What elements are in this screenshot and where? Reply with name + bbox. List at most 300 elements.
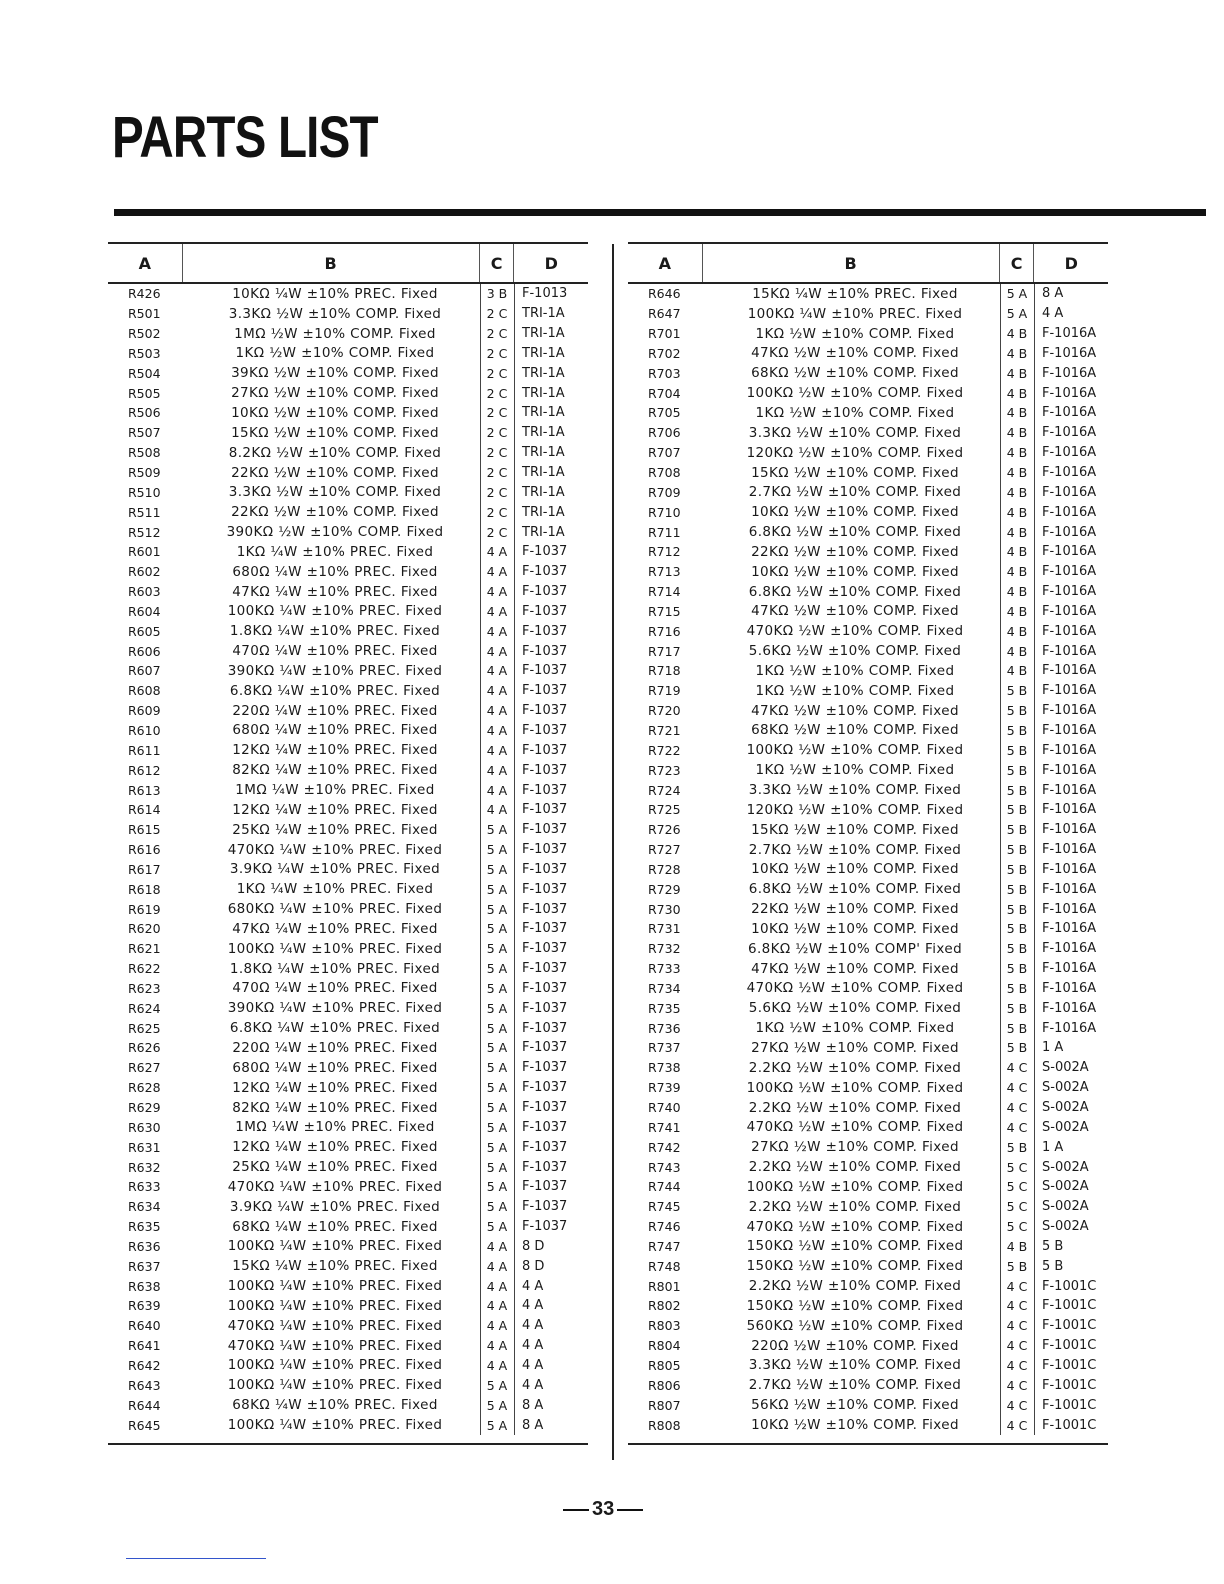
table-row — [108, 1058, 588, 1078]
table-row — [108, 304, 588, 324]
drawing-ref: F-1016A — [1042, 901, 1097, 917]
part-ref: R627 — [128, 1060, 161, 1076]
location-code: 5 C — [1006, 1179, 1028, 1195]
location-code: 5 C — [1006, 1159, 1028, 1175]
page-number-text: 33 — [592, 1498, 615, 1520]
table-row — [628, 1177, 1108, 1197]
table-row — [108, 840, 588, 860]
column-divider — [514, 284, 515, 1435]
location-code: 5 A — [486, 1060, 508, 1076]
drawing-ref: 8 D — [522, 1238, 545, 1254]
part-ref: R510 — [128, 484, 161, 500]
part-ref: R720 — [648, 703, 681, 719]
part-description: 10KΩ ½W ±10% COMP. Fixed — [751, 1417, 959, 1434]
part-description: 2.7KΩ ½W ±10% COMP. Fixed — [748, 484, 962, 501]
part-ref: R742 — [648, 1139, 681, 1155]
part-description: 150KΩ ½W ±10% COMP. Fixed — [746, 1258, 964, 1275]
drawing-ref: F-1016A — [1042, 722, 1097, 738]
part-description: 470KΩ ½W ±10% COMP. Fixed — [746, 1119, 964, 1136]
table-row — [108, 820, 588, 840]
table-row — [108, 740, 588, 760]
part-ref: R622 — [128, 961, 161, 977]
header-a: A — [658, 253, 671, 273]
table-row — [108, 403, 588, 423]
part-description: 560KΩ ½W ±10% COMP. Fixed — [746, 1317, 964, 1334]
part-description: 47KΩ ½W ±10% COMP. Fixed — [751, 960, 959, 977]
part-description: 3.3KΩ ½W ±10% COMP. Fixed — [748, 424, 962, 441]
table-row — [628, 383, 1108, 403]
table-row — [108, 383, 588, 403]
location-code: 4 C — [1006, 1278, 1028, 1294]
table-row — [628, 542, 1108, 562]
part-ref: R618 — [128, 881, 161, 897]
part-description: 100KΩ ½W ±10% COMP. Fixed — [746, 385, 964, 402]
drawing-ref: S-002A — [1042, 1100, 1089, 1116]
table-row — [108, 681, 588, 701]
part-description: 6.8KΩ ½W ±10% COMP. Fixed — [748, 881, 962, 898]
drawing-ref: F-1037 — [522, 1219, 568, 1235]
drawing-ref: 4 A — [1042, 306, 1064, 322]
header-c: C — [999, 244, 1034, 282]
table-row — [628, 979, 1108, 999]
table-row — [108, 1237, 588, 1257]
table-row — [628, 423, 1108, 443]
part-description: 2.2KΩ ½W ±10% COMP. Fixed — [748, 1099, 962, 1116]
part-description: 1.8KΩ ¼W ±10% PREC. Fixed — [229, 623, 441, 640]
location-code: 4 A — [486, 683, 508, 699]
location-code: 2 C — [486, 385, 508, 401]
location-code: 4 A — [486, 623, 508, 639]
drawing-ref: F-1037 — [522, 1000, 568, 1016]
part-description: 27KΩ ½W ±10% COMP. Fixed — [751, 1039, 959, 1056]
drawing-ref: F-1016A — [1042, 484, 1097, 500]
drawing-ref: S-002A — [1042, 1179, 1089, 1195]
drawing-ref: TRI-1A — [522, 385, 565, 401]
part-ref: R704 — [648, 385, 681, 401]
location-code: 4 A — [486, 663, 508, 679]
footer-line — [126, 1558, 266, 1559]
drawing-ref: F-1016A — [1042, 802, 1097, 818]
drawing-ref: 4 A — [522, 1298, 544, 1314]
part-ref: R641 — [128, 1338, 161, 1354]
part-description: 1MΩ ½W ±10% COMP. Fixed — [234, 325, 436, 342]
drawing-ref: F-1037 — [522, 961, 568, 977]
location-code: 5 B — [1006, 941, 1028, 957]
drawing-ref: F-1037 — [522, 683, 568, 699]
drawing-ref: F-1016A — [1042, 643, 1097, 659]
drawing-ref: F-1016A — [1042, 703, 1097, 719]
location-code: 5 B — [1006, 782, 1028, 798]
part-description: 100KΩ ½W ±10% COMP. Fixed — [746, 742, 964, 759]
part-description: 47KΩ ½W ±10% COMP. Fixed — [751, 603, 959, 620]
drawing-ref: F-1013 — [522, 286, 568, 302]
location-code: 5 B — [1006, 762, 1028, 778]
part-description: 1KΩ ½W ±10% COMP. Fixed — [755, 662, 955, 679]
part-description: 12KΩ ¼W ±10% PREC. Fixed — [232, 1079, 438, 1096]
drawing-ref: F-1037 — [522, 603, 568, 619]
part-description: 470KΩ ¼W ±10% PREC. Fixed — [227, 1178, 443, 1195]
part-ref: R740 — [648, 1100, 681, 1116]
location-code: 4 A — [486, 802, 508, 818]
part-description: 68KΩ ½W ±10% COMP. Fixed — [751, 365, 959, 382]
part-ref: R737 — [648, 1040, 681, 1056]
drawing-ref: 5 B — [1042, 1258, 1064, 1274]
part-ref: R738 — [648, 1060, 681, 1076]
part-ref: R745 — [648, 1199, 681, 1215]
part-description: 100KΩ ¼W ±10% PREC. Fixed — [227, 603, 443, 620]
part-ref: R711 — [648, 524, 681, 540]
part-description: 10KΩ ¼W ±10% PREC. Fixed — [232, 285, 438, 302]
part-description: 27KΩ ½W ±10% COMP. Fixed — [231, 385, 439, 402]
table-header — [108, 242, 588, 284]
part-ref: R712 — [648, 544, 681, 560]
part-ref: R715 — [648, 603, 681, 619]
part-ref: R804 — [648, 1338, 681, 1354]
table-row — [628, 1117, 1108, 1137]
header-d: D — [1033, 244, 1108, 282]
drawing-ref: F-1016A — [1042, 663, 1097, 679]
table-row — [628, 1197, 1108, 1217]
table-row — [108, 1256, 588, 1276]
location-code: 4 A — [486, 703, 508, 719]
location-code: 5 B — [1006, 842, 1028, 858]
drawing-ref: F-1016A — [1042, 762, 1097, 778]
part-ref: R643 — [128, 1377, 161, 1393]
part-ref: R602 — [128, 564, 161, 580]
location-code: 4 A — [486, 742, 508, 758]
table-row — [108, 919, 588, 939]
part-ref: R718 — [648, 663, 681, 679]
table-bottom-rule — [108, 1443, 588, 1445]
part-ref: R727 — [648, 842, 681, 858]
drawing-ref: F-1016A — [1042, 524, 1097, 540]
table-row — [628, 1375, 1108, 1395]
table-row — [628, 1137, 1108, 1157]
table-row — [108, 482, 588, 502]
part-description: 15KΩ ½W ±10% COMP. Fixed — [751, 464, 959, 481]
part-ref: R724 — [648, 782, 681, 798]
part-description: 22KΩ ½W ±10% COMP. Fixed — [231, 464, 439, 481]
part-ref: R639 — [128, 1298, 161, 1314]
location-code: 4 A — [486, 544, 508, 560]
part-ref: R508 — [128, 445, 161, 461]
header-c: C — [479, 244, 514, 282]
part-ref: R608 — [128, 683, 161, 699]
table-row — [628, 1356, 1108, 1376]
location-code: 4 A — [486, 1278, 508, 1294]
drawing-ref: TRI-1A — [522, 365, 565, 381]
table-row — [628, 998, 1108, 1018]
part-description: 1.8KΩ ¼W ±10% PREC. Fixed — [229, 960, 441, 977]
location-code: 2 C — [486, 465, 508, 481]
part-description: 10KΩ ½W ±10% COMP. Fixed — [751, 920, 959, 937]
table-row — [628, 879, 1108, 899]
part-ref: R628 — [128, 1080, 161, 1096]
table-row — [108, 463, 588, 483]
drawing-ref: F-1037 — [522, 881, 568, 897]
part-ref: R636 — [128, 1238, 161, 1254]
location-code: 5 B — [1006, 861, 1028, 877]
drawing-ref: TRI-1A — [522, 484, 565, 500]
drawing-ref: S-002A — [1042, 1219, 1089, 1235]
location-code: 2 C — [486, 524, 508, 540]
location-code: 5 A — [486, 921, 508, 937]
drawing-ref: F-1016A — [1042, 1020, 1097, 1036]
table-row — [108, 443, 588, 463]
part-description: 120KΩ ½W ±10% COMP. Fixed — [746, 801, 964, 818]
table-row — [628, 919, 1108, 939]
location-code: 4 A — [486, 584, 508, 600]
drawing-ref: TRI-1A — [522, 504, 565, 520]
part-ref: R806 — [648, 1377, 681, 1393]
part-description: 10KΩ ½W ±10% COMP. Fixed — [231, 404, 439, 421]
location-code: 4 C — [1006, 1318, 1028, 1334]
part-description: 150KΩ ½W ±10% COMP. Fixed — [746, 1238, 964, 1255]
location-code: 5 A — [1006, 286, 1028, 302]
header-b: B — [182, 244, 479, 282]
location-code: 4 A — [486, 1357, 508, 1373]
table-row — [108, 760, 588, 780]
part-description: 220Ω ¼W ±10% PREC. Fixed — [232, 1039, 438, 1056]
part-ref: R620 — [128, 921, 161, 937]
table-row — [108, 939, 588, 959]
table-row — [628, 1078, 1108, 1098]
location-code: 4 C — [1006, 1397, 1028, 1413]
drawing-ref: S-002A — [1042, 1159, 1089, 1175]
part-description: 12KΩ ¼W ±10% PREC. Fixed — [232, 801, 438, 818]
column-divider — [1034, 284, 1035, 1435]
part-ref: R746 — [648, 1219, 681, 1235]
table-row — [628, 602, 1108, 622]
table-row — [628, 1336, 1108, 1356]
drawing-ref: F-1037 — [522, 941, 568, 957]
table-row — [628, 899, 1108, 919]
location-code: 5 B — [1006, 1258, 1028, 1274]
part-ref: R707 — [648, 445, 681, 461]
part-ref: R615 — [128, 822, 161, 838]
drawing-ref: F-1001C — [1042, 1338, 1097, 1354]
drawing-ref: F-1037 — [522, 1159, 568, 1175]
drawing-ref: F-1037 — [522, 1119, 568, 1135]
part-description: 220Ω ½W ±10% COMP. Fixed — [751, 1337, 959, 1354]
table-row — [108, 1276, 588, 1296]
table-row — [108, 1217, 588, 1237]
location-code: 5 B — [1006, 1020, 1028, 1036]
table-row — [628, 502, 1108, 522]
table-row — [108, 721, 588, 741]
table-row — [628, 1415, 1108, 1435]
part-ref: R723 — [648, 762, 681, 778]
location-code: 2 C — [486, 445, 508, 461]
part-description: 68KΩ ¼W ±10% PREC. Fixed — [232, 1397, 438, 1414]
table-header — [628, 242, 1108, 284]
drawing-ref: TRI-1A — [522, 345, 565, 361]
part-description: 68KΩ ¼W ±10% PREC. Fixed — [232, 1218, 438, 1235]
table-row — [108, 899, 588, 919]
location-code: 5 A — [486, 1377, 508, 1393]
part-ref: R621 — [128, 941, 161, 957]
part-ref: R509 — [128, 465, 161, 481]
part-description: 47KΩ ¼W ±10% PREC. Fixed — [232, 583, 438, 600]
table-row — [628, 701, 1108, 721]
drawing-ref: F-1016A — [1042, 1000, 1097, 1016]
table-row — [108, 344, 588, 364]
location-code: 4 A — [486, 722, 508, 738]
location-code: 4 C — [1006, 1100, 1028, 1116]
part-description: 25KΩ ¼W ±10% PREC. Fixed — [232, 821, 438, 838]
drawing-ref: F-1037 — [522, 623, 568, 639]
location-code: 4 B — [1006, 584, 1028, 600]
drawing-ref: F-1037 — [522, 643, 568, 659]
part-description: 82KΩ ¼W ±10% PREC. Fixed — [232, 1099, 438, 1116]
drawing-ref: 1 A — [1042, 1040, 1064, 1056]
table-row — [628, 740, 1108, 760]
part-description: 1KΩ ½W ±10% COMP. Fixed — [755, 325, 955, 342]
drawing-ref: F-1037 — [522, 901, 568, 917]
part-ref: R729 — [648, 881, 681, 897]
drawing-ref: F-1037 — [522, 1199, 568, 1215]
part-ref: R605 — [128, 623, 161, 639]
part-ref: R512 — [128, 524, 161, 540]
table-row — [628, 621, 1108, 641]
part-description: 6.8KΩ ½W ±10% COMP. Fixed — [748, 524, 962, 541]
drawing-ref: F-1016A — [1042, 683, 1097, 699]
table-row — [628, 1018, 1108, 1038]
part-ref: R701 — [648, 326, 681, 342]
part-ref: R506 — [128, 405, 161, 421]
part-ref: R604 — [128, 603, 161, 619]
drawing-ref: TRI-1A — [522, 524, 565, 540]
table-row — [108, 661, 588, 681]
part-description: 390KΩ ¼W ±10% PREC. Fixed — [227, 662, 443, 679]
location-code: 5 B — [1006, 901, 1028, 917]
location-code: 4 C — [1006, 1080, 1028, 1096]
drawing-ref: S-002A — [1042, 1119, 1089, 1135]
part-ref: R736 — [648, 1020, 681, 1036]
location-code: 4 B — [1006, 603, 1028, 619]
part-ref: R501 — [128, 306, 161, 322]
part-description: 100KΩ ¼W ±10% PREC. Fixed — [227, 1278, 443, 1295]
part-ref: R625 — [128, 1020, 161, 1036]
part-ref: R716 — [648, 623, 681, 639]
location-code: 4 B — [1006, 385, 1028, 401]
part-description: 10KΩ ½W ±10% COMP. Fixed — [751, 504, 959, 521]
drawing-ref: F-1016A — [1042, 564, 1097, 580]
table-row — [108, 1197, 588, 1217]
part-description: 100KΩ ½W ±10% COMP. Fixed — [746, 1079, 964, 1096]
drawing-ref: F-1037 — [522, 822, 568, 838]
location-code: 4 B — [1006, 524, 1028, 540]
part-ref: R630 — [128, 1119, 161, 1135]
part-description: 2.2KΩ ½W ±10% COMP. Fixed — [748, 1059, 962, 1076]
table-row — [108, 502, 588, 522]
part-ref: R719 — [648, 683, 681, 699]
part-ref: R739 — [648, 1080, 681, 1096]
part-description: 470KΩ ¼W ±10% PREC. Fixed — [227, 1317, 443, 1334]
location-code: 5 A — [486, 881, 508, 897]
part-ref: R601 — [128, 544, 161, 560]
part-description: 68KΩ ½W ±10% COMP. Fixed — [751, 722, 959, 739]
table-row — [108, 1356, 588, 1376]
drawing-ref: 4 A — [522, 1357, 544, 1373]
location-code: 5 A — [486, 1020, 508, 1036]
part-description: 2.7KΩ ½W ±10% COMP. Fixed — [748, 841, 962, 858]
drawing-ref: F-1037 — [522, 1179, 568, 1195]
drawing-ref: F-1037 — [522, 703, 568, 719]
part-ref: R808 — [648, 1417, 681, 1433]
part-description: 3.9KΩ ¼W ±10% PREC. Fixed — [229, 1198, 441, 1215]
part-ref: R640 — [128, 1318, 161, 1334]
table-row — [108, 324, 588, 344]
part-ref: R645 — [128, 1417, 161, 1433]
table-bottom-rule — [628, 1443, 1108, 1445]
drawing-ref: TRI-1A — [522, 405, 565, 421]
drawing-ref: F-1037 — [522, 564, 568, 580]
page-title: PARTS LIST — [112, 105, 378, 170]
location-code: 5 A — [486, 980, 508, 996]
part-ref: R633 — [128, 1179, 161, 1195]
drawing-ref: F-1001C — [1042, 1318, 1097, 1334]
part-ref: R603 — [128, 584, 161, 600]
part-description: 3.3KΩ ½W ±10% COMP. Fixed — [228, 305, 442, 322]
location-code: 2 C — [486, 405, 508, 421]
part-description: 2.2KΩ ½W ±10% COMP. Fixed — [748, 1198, 962, 1215]
header-b: B — [702, 244, 999, 282]
part-ref: R748 — [648, 1258, 681, 1274]
part-ref: R511 — [128, 504, 161, 520]
table-row — [108, 1157, 588, 1177]
table-row — [628, 1256, 1108, 1276]
drawing-ref: S-002A — [1042, 1060, 1089, 1076]
part-ref: R613 — [128, 782, 161, 798]
part-ref: R714 — [648, 584, 681, 600]
drawing-ref: F-1037 — [522, 742, 568, 758]
part-description: 100KΩ ¼W ±10% PREC. Fixed — [227, 940, 443, 957]
part-description: 150KΩ ½W ±10% COMP. Fixed — [746, 1297, 964, 1314]
part-description: 390KΩ ½W ±10% COMP. Fixed — [226, 524, 444, 541]
location-code: 5 B — [1006, 683, 1028, 699]
table-row — [108, 284, 588, 304]
dash-left — [563, 1509, 589, 1511]
location-code: 5 B — [1006, 1000, 1028, 1016]
part-ref: R606 — [128, 643, 161, 659]
drawing-ref: F-1016A — [1042, 921, 1097, 937]
location-code: 5 B — [1006, 1139, 1028, 1155]
part-ref: R710 — [648, 504, 681, 520]
drawing-ref: F-1016A — [1042, 504, 1097, 520]
part-description: 1MΩ ¼W ±10% PREC. Fixed — [235, 782, 435, 799]
part-ref: R624 — [128, 1000, 161, 1016]
part-description: 5.6KΩ ½W ±10% COMP. Fixed — [748, 1000, 962, 1017]
part-ref: R706 — [648, 425, 681, 441]
part-ref: R642 — [128, 1357, 161, 1373]
table-row — [628, 482, 1108, 502]
location-code: 4 A — [486, 603, 508, 619]
drawing-ref: F-1037 — [522, 663, 568, 679]
drawing-ref: TRI-1A — [522, 326, 565, 342]
part-ref: R717 — [648, 643, 681, 659]
location-code: 4 C — [1006, 1060, 1028, 1076]
table-row — [108, 1038, 588, 1058]
table-row — [628, 284, 1108, 304]
table-row — [628, 760, 1108, 780]
part-ref: R747 — [648, 1238, 681, 1254]
part-description: 39KΩ ½W ±10% COMP. Fixed — [231, 365, 439, 382]
drawing-ref: F-1037 — [522, 921, 568, 937]
location-code: 5 A — [486, 941, 508, 957]
location-code: 5 A — [486, 861, 508, 877]
part-description: 2.7KΩ ½W ±10% COMP. Fixed — [748, 1377, 962, 1394]
